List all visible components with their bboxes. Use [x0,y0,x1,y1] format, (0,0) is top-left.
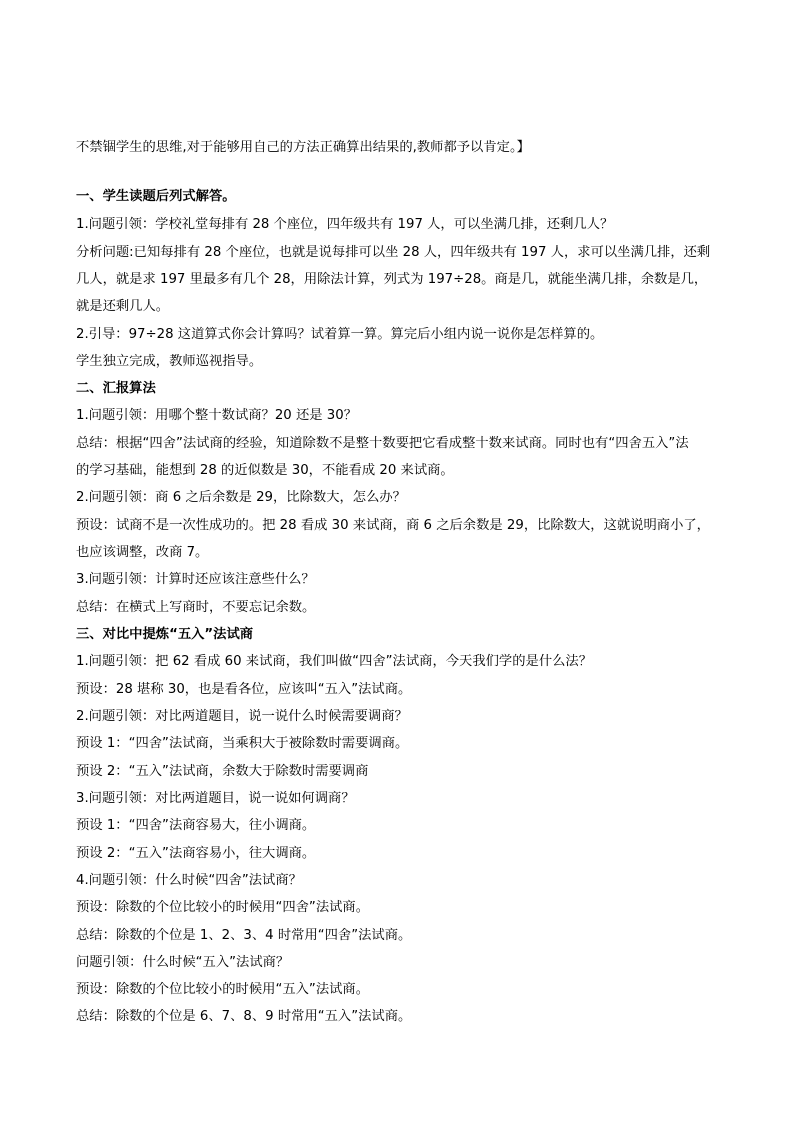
paragraph-line: 预设 2：“五入”法商容易小，往大调商。 [76,846,316,861]
paragraph-line: 1.问题引领：用哪个整十数试商？20 还是 30？ [76,408,358,423]
section-heading-1: 一、学生读题后列式解答。 [76,189,236,204]
section-heading-3: 三、对比中提炼“五入”法试商 [76,627,254,642]
paragraph-line: 3.问题引领：计算时还应该注意些什么？ [76,572,315,587]
paragraph-line: 预设：除数的个位比较小的时候用“四舍”法试商。 [76,900,370,915]
paragraph-line: 总结：根据“四舍”法试商的经验，知道除数不是整十数要把它看成整十数来试商。同时也有“四舍五入”法 [76,436,689,451]
paragraph-line: 预设 2：“五入”法试商，余数大于除数时需要调商 [76,764,369,779]
paragraph-line: 2.问题引领：对比两道题目，说一说什么时候需要调商？ [76,709,408,724]
paragraph-line: 预设：除数的个位比较小的时候用“五入”法试商。 [76,982,370,997]
paragraph-line: 总结：除数的个位是 6、7、8、9 时常用“五入”法试商。 [76,1009,412,1024]
paragraph-line: 3.问题引领：对比两道题目，说一说如何调商？ [76,791,355,806]
paragraph-line: 也应该调整，改商 7。 [76,545,209,560]
paragraph-line: 2.问题引领：商 6 之后余数是 29，比除数大，怎么办？ [76,490,406,505]
paragraph-line: 分析问题:已知每排有 28 个座位，也就是说每排可以坐 28 人，四年级共有 197 人，求可以坐满几排，还剩 [76,245,711,260]
paragraph-line: 预设 1：“四舍”法商容易大，往小调商。 [76,818,316,833]
section-heading-2: 二、汇报算法 [76,381,156,396]
paragraph-line: 问题引领：什么时候“五入”法试商？ [76,955,290,970]
paragraph-intro-continuation: 不禁锢学生的思维,对于能够用自己的方法正确算出结果的,教师都予以肯定。】 [76,140,530,155]
paragraph-line: 预设：试商不是一次性成功的。把 28 看成 30 来试商，商 6 之后余数是 29，比除数大，这就说明商小了， [76,518,710,533]
paragraph-line: 预设：28 堪称 30，也是看各位，应该叫“五入”法试商。 [76,682,412,697]
paragraph-line: 1.问题引领：把 62 看成 60 来试商，我们叫做“四舍”法试商，今天我们学的是什么法？ [76,654,593,669]
paragraph-line: 2.引导：97÷28 这道算式你会计算吗？试着算一算。算完后小组内说一说你是怎样算的。 [76,327,604,342]
paragraph-line: 几人，就是求 197 里最多有几个 28，用除法计算，列式为 197÷28。商是几，就能坐满几排，余数是几， [76,272,708,287]
paragraph-line: 预设 1：“四舍”法试商，当乘积大于被除数时需要调商。 [76,736,409,751]
paragraph-line: 1.问题引领：学校礼堂每排有 28 个座位，四年级共有 197 人，可以坐满几排，还剩几人？ [76,217,614,232]
paragraph-line: 总结：在横式上写商时，不要忘记余数。 [76,600,316,615]
paragraph-line: 就是还剩几人。 [76,299,170,314]
paragraph-line: 学生独立完成，教师巡视指导。 [76,354,263,369]
paragraph-line: 4.问题引领：什么时候“四舍”法试商？ [76,873,302,888]
paragraph-line: 总结：除数的个位是 1、2、3、4 时常用“四舍”法试商。 [76,928,412,943]
paragraph-line: 的学习基础，能想到 28 的近似数是 30，不能看成 20 来试商。 [76,463,454,478]
